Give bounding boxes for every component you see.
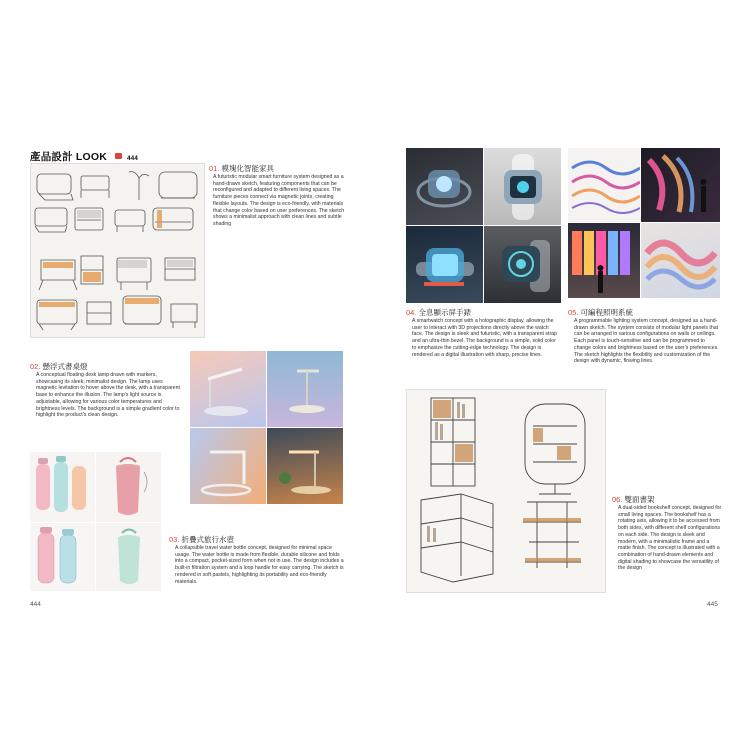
travel-bottle-image-1 — [30, 452, 95, 522]
modular-furniture-sketch-image — [30, 163, 205, 338]
item-01-title: 01. 模塊化智能家具 — [209, 164, 275, 173]
item-01-description: A futuristic modular smart furniture system designed as a hand-drawn sketch, featuring components that can be reconfigured and adapted to different living spaces. The furniture pieces connect via magnetic joints, creating flexible layouts. The design is eco-friendly, with materials that change color based on user preferences. The sketch shows a minimalist approach with clean lines and subtle shading — [213, 174, 345, 227]
holographic-watch-image-3 — [406, 226, 483, 303]
page-number-left: 444 — [30, 601, 41, 608]
travel-bottle-image-2 — [96, 452, 161, 522]
item-02-title: 02. 懸浮式書桌燈 — [30, 362, 88, 371]
floating-lamp-image-3 — [190, 428, 266, 504]
item-06-title: 06. 雙面書架 — [612, 495, 655, 504]
page-title: 產品設計 LOOK — [30, 151, 108, 163]
lighting-system-image-3 — [568, 223, 640, 298]
item-03-description: A collapsible travel water bottle concept, designed for minimal space usage. The water bottle is made from flexible, durable silicone and folds into a compact, pocket-sized form when not in use. The design includes a built-in filtration system and a loop handle for easy carrying. The sketch is rendered in soft pastels, highlighting its portability and eco-friendly materials. — [175, 545, 344, 585]
floating-lamp-image-2 — [267, 351, 343, 427]
header-mark-icon — [115, 153, 122, 159]
item-02-description: A conceptual floating desk lamp drawn with markers, showcasing its sleek, minimalist design. The lamp uses magnetic levitation to hover above the desk, with a transparent base to enhance the illusion. The lamp's light source is adjustable, allowing for various color temperatures and brightness levels. The background is a simple gradient color to highlight the product's clean design. — [36, 372, 180, 419]
item-06-description: A dual-sided bookshelf concept, designed for small living spaces. The bookshelf has a rotating axis, allowing it to be accessed from both sides, with different shelf configurations on each side. The design is sleek and modern, with a minimalistic frame and a matte finish. The concept is illustrated with a combination of hand-drawn elements and digital shading to showcase the versatility of the design — [618, 505, 722, 572]
holographic-watch-image-4 — [484, 226, 561, 303]
page-header — [30, 147, 138, 163]
page-number-right: 445 — [707, 601, 718, 608]
header-badge: 444 — [126, 155, 138, 162]
lighting-system-image-4 — [641, 223, 720, 298]
item-05-description: A programmable lighting system concept, designed as a hand-drawn sketch. The system consists of modular light panels that can be arranged in various configurations on walls or ceilings. Each panel is touch-sensitive and can be programmed to change colors and brightness based on the user's preferences. The sketch highlights the flexibility and customization of the design with dynamic, flowing lines. — [574, 318, 719, 365]
item-05-title: 05. 可編程照明系統 — [568, 308, 634, 317]
item-04-title: 04. 全息顯示屏手錶 — [406, 308, 472, 317]
holographic-watch-image-2 — [484, 148, 561, 225]
holographic-watch-image-1 — [406, 148, 483, 225]
item-04-description: A smartwatch concept with a holographic display, allowing the user to interact with 3D projections directly above the watch face. The design is sleek and futuristic, with a transparent strap and an ultra-thin bezel. The background is a simple, solid color to emphasize the cutting-edge technology. The design is rendered as a digital illustration with sharp, precise lines. — [412, 318, 557, 358]
lighting-system-image-2 — [641, 148, 720, 222]
floating-lamp-image-4 — [267, 428, 343, 504]
floating-lamp-image-1 — [190, 351, 266, 427]
travel-bottle-image-3 — [30, 523, 95, 591]
dual-sided-bookshelf-image — [406, 389, 606, 593]
travel-bottle-image-4 — [96, 523, 161, 591]
lighting-system-image-1 — [568, 148, 640, 222]
item-03-title: 03. 折疊式旅行水壺 — [169, 535, 235, 544]
